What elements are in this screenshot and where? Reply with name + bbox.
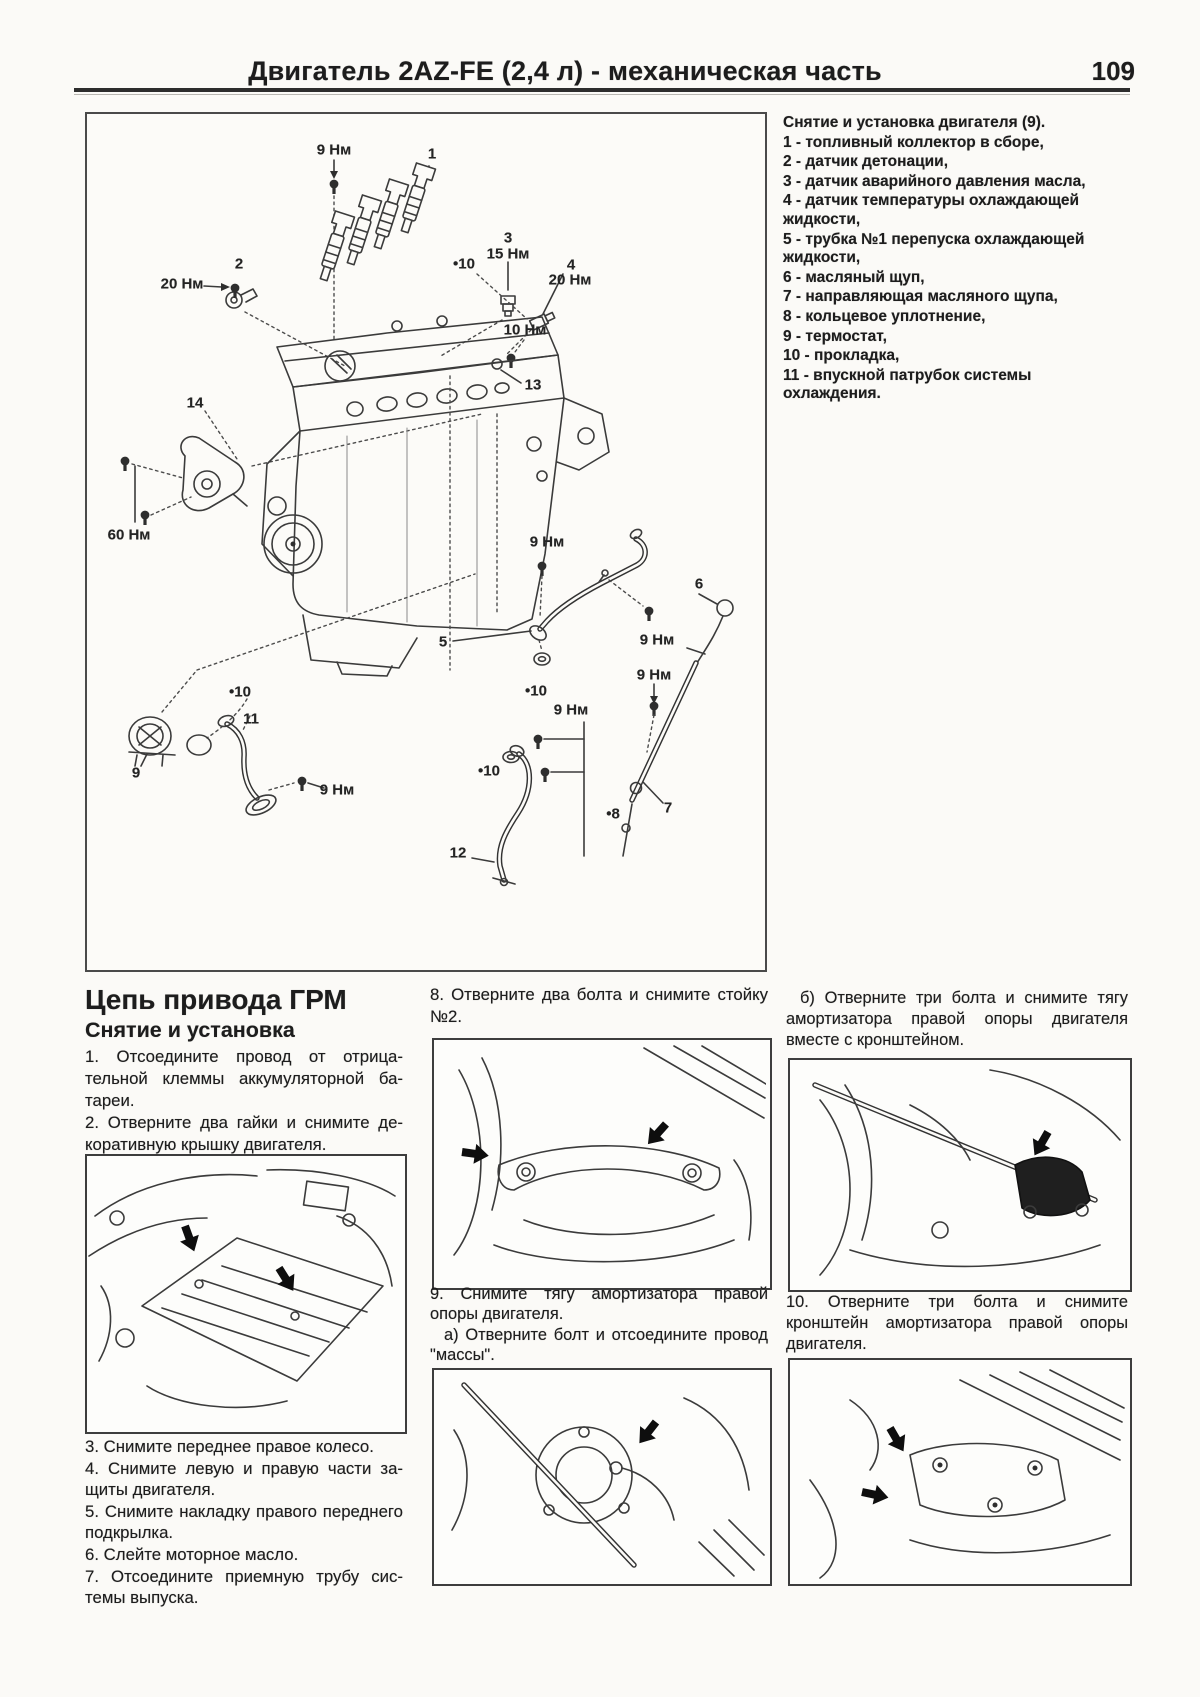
diagram-label: 9 Нм	[553, 701, 589, 719]
page-number: 109	[1091, 56, 1135, 86]
steps-3-7	[85, 1436, 403, 1609]
step-9-text: 9. Снимите тягу амортизатора правой опоры двигателя.	[430, 1285, 768, 1324]
engine-exploded-diagram	[85, 112, 767, 972]
callout-arrow	[461, 1142, 491, 1166]
parts-list-item: 8 - кольцевое уплотнение,	[783, 307, 986, 325]
step-6: 6. Слейте моторное масло.	[85, 1544, 299, 1564]
belt-tensioner	[121, 411, 482, 525]
parts-list-item: 3 - датчик аварийного давления масла,	[783, 172, 1086, 190]
diagram-label: 9 Нм	[316, 141, 352, 159]
parts-list-title: Снятие и установка двигателя (9).	[783, 114, 1046, 131]
header-rule	[74, 88, 1130, 92]
parts-list-item: 10 - прокладка,	[783, 347, 900, 365]
step-10-text: 10. Отверните три болта и снимите кронштейн амортизатора правой опоры двигателя.	[786, 1293, 1128, 1353]
knock-sensor	[204, 283, 345, 366]
diagram-label: 4	[566, 256, 576, 274]
diagram-label: •10	[453, 255, 475, 273]
parts-list	[783, 114, 1130, 405]
diagram-label: •10	[478, 762, 500, 780]
header-rule-shadow	[74, 94, 1130, 95]
parts-list-item: 6 - масляный щуп,	[783, 268, 925, 286]
diagram-label: 13	[524, 376, 542, 394]
diagram-label: 15 Нм	[486, 245, 530, 263]
step-8-text: 8. Отверните два болта и снимите стойку №2.	[430, 985, 768, 1026]
parts-list-item: 4 - датчик температуры охлаждающей жидкости,	[783, 192, 1080, 228]
callout-arrow	[1026, 1127, 1057, 1160]
step-b-text: б) Отверните три болта и снимите тягу амортизатора правой опоры двигателя вместе с кронштейном.	[786, 989, 1128, 1049]
section-subheading: Снятие и установка	[85, 1018, 295, 1042]
parts-list-item: 9 - термостат,	[783, 327, 887, 345]
section-heading: Цепь привода ГРМ	[85, 984, 347, 1015]
illustration-mount-bracket	[788, 1358, 1132, 1586]
parts-list-item: 11 - впускной патрубок системы охлаждения.	[783, 366, 1032, 403]
illustration-damper-rod	[788, 1058, 1132, 1292]
parts-list-item: 1 - топливный коллектор в сборе,	[783, 133, 1044, 151]
diagram-label: 12	[449, 844, 467, 862]
diagram-label: 9 Нм	[636, 666, 672, 684]
diagram-label: 7	[663, 799, 673, 817]
illustration-engine-cover	[85, 1154, 407, 1434]
diagram-label: 9	[131, 764, 141, 782]
diagram-label: 20 Нм	[548, 271, 592, 289]
illustration-ground-wire	[432, 1368, 772, 1586]
engine-exploded-art	[87, 114, 765, 970]
diagram-label: 9 Нм	[319, 781, 355, 799]
step-4: 4. Снимите левую и правую части защиты двигателя.	[85, 1458, 403, 1500]
step-b	[786, 988, 1128, 1050]
stay-hardware	[472, 722, 584, 886]
callout-arrow	[641, 1117, 674, 1150]
step-1: 1. Отсоедините провод от отрицательной клеммы аккумуляторной батареи.	[85, 1047, 403, 1110]
callout-arrow	[176, 1223, 204, 1255]
callout-arrow	[881, 1423, 912, 1456]
diagram-label: •10	[229, 683, 251, 701]
engine-block	[262, 271, 609, 676]
diagram-label: •8	[606, 805, 620, 823]
diagram-label: 60 Нм	[107, 526, 151, 544]
step-9	[430, 1284, 768, 1366]
illustration-stay-no2	[432, 1038, 772, 1290]
callout-arrow	[631, 1416, 663, 1450]
diagram-label: •10	[525, 682, 547, 700]
parts-list-item: 2 - датчик детонации,	[783, 153, 949, 171]
step-5: 5. Снимите накладку правого переднего подкрылка.	[85, 1501, 403, 1543]
page-title: Двигатель 2AZ-FE (2,4 л) - механическая часть	[248, 56, 882, 86]
diagram-label: 9 Нм	[639, 631, 675, 649]
diagram-label: 14	[186, 394, 204, 412]
step-3: 3. Снимите переднее правое колесо.	[85, 1437, 374, 1456]
diagram-label: 2	[234, 255, 244, 273]
step-8	[430, 984, 768, 1028]
diagram-label: 1	[427, 145, 437, 163]
thermostat-group	[129, 574, 475, 819]
callout-arrow	[271, 1263, 302, 1296]
diagram-label: 3	[503, 229, 513, 247]
step-7: 7. Отсоедините приемную трубу системы выпуска.	[85, 1566, 403, 1608]
dipstick-and-guide	[622, 594, 733, 856]
diagram-label: 20 Нм	[160, 275, 204, 293]
step-10	[786, 1292, 1128, 1354]
diagram-label: 10 Нм	[503, 321, 547, 339]
step-9a-text: а) Отверните болт и отсоедините провод "массы".	[430, 1325, 768, 1365]
parts-list-item: 5 - трубка №1 перепуска охлаждающей жидкости,	[783, 230, 1085, 267]
diagram-label: 6	[694, 575, 704, 593]
steps-1-2	[85, 1046, 403, 1156]
parts-list-item: 7 - направляющая масляного щупа,	[783, 288, 1058, 306]
diagram-label: 9 Нм	[529, 533, 565, 551]
diagram-label: 11	[243, 710, 259, 728]
callout-arrow	[860, 1482, 891, 1507]
diagram-label: 5	[438, 633, 448, 651]
step-2: 2. Отверните два гайки и снимите декоративную крышку двигателя.	[85, 1113, 403, 1154]
